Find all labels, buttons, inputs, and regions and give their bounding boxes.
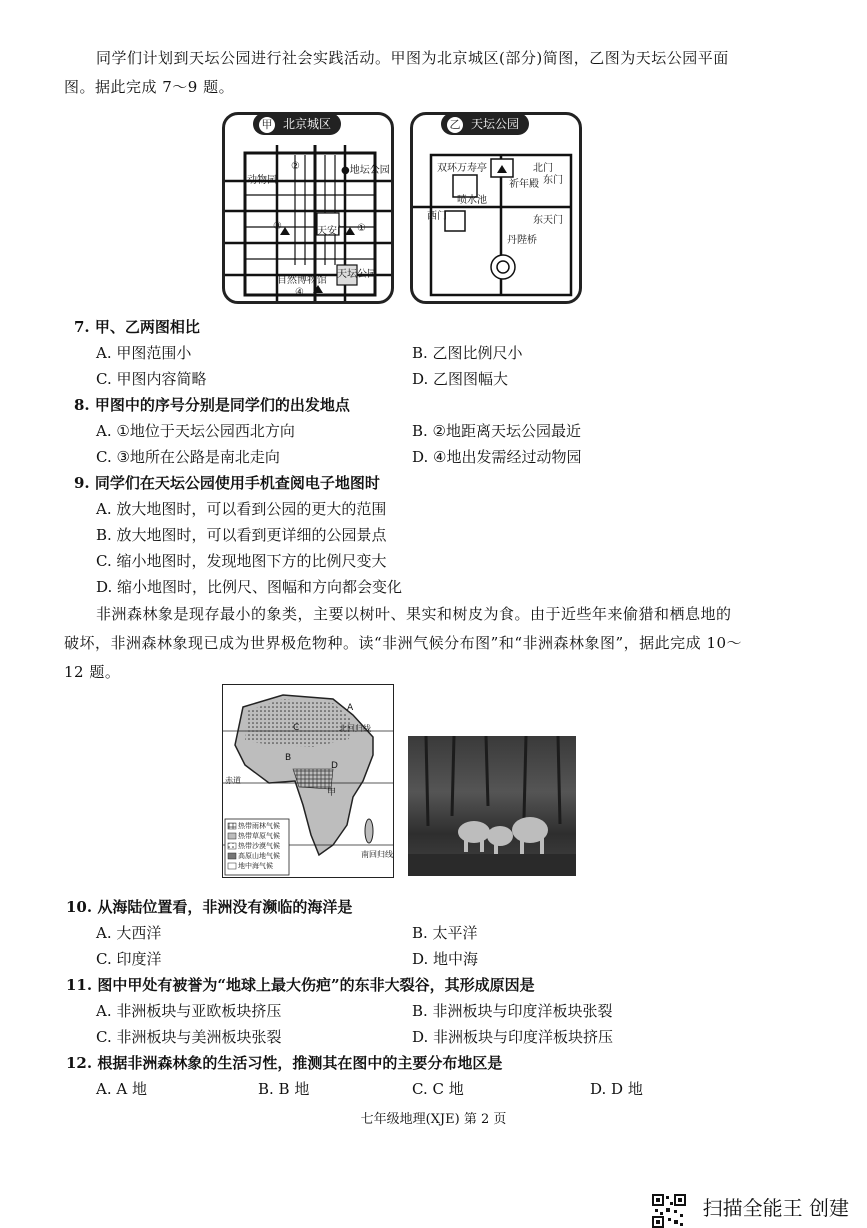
map-jia-title: 北京城区: [283, 117, 332, 131]
legend-item-2: 热带草原气候: [238, 832, 280, 840]
q11-option-a[interactable]: A. 非洲板块与亚欧板块挤压: [96, 1002, 282, 1020]
africa-climate-map: [222, 684, 394, 878]
label-ximen: 西门: [427, 211, 447, 222]
intro-line-1: 同学们计划到天坛公园进行社会实践活动。甲图为北京城区(部分)简图，乙图为天坛公园平面: [96, 49, 729, 67]
intro2-line-1: 非洲森林象是现存最小的象类，主要以树叶、果实和树皮为食。由于近些年来偷猎和栖息地的: [96, 605, 732, 623]
q9-option-a[interactable]: A. 放大地图时，可以看到公园的更大的范围: [96, 500, 387, 518]
q7-option-a[interactable]: A. 甲图范围小: [96, 344, 192, 362]
intro2-line-2: 破坏，非洲森林象现已成为世界极危物种。读“非洲气候分布图”和“非洲森林象图”，据此完成 10～: [64, 634, 743, 652]
label-n4: ④: [295, 287, 304, 298]
label-danbiqiao: 丹陛桥: [507, 235, 537, 246]
intro-line-2: 图。据此完成 7～9 题。: [64, 78, 235, 96]
q12-options-row: [96, 1078, 796, 1104]
q12-option-b[interactable]: B. B 地: [258, 1080, 310, 1098]
label-ditan: ●地坛公园: [341, 165, 390, 176]
label-tropic-south: 南回归线: [361, 850, 393, 859]
label-d: D: [331, 761, 338, 771]
q7-options-row2: [96, 368, 796, 394]
q8-option-a[interactable]: A. ①地位于天坛公园西北方向: [96, 422, 295, 440]
q10-option-d[interactable]: D. 地中海: [412, 950, 479, 968]
q9-option-b[interactable]: B. 放大地图时，可以看到更详细的公园景点: [96, 526, 387, 544]
q10-option-c[interactable]: C. 印度洋: [96, 950, 162, 968]
page-footer: 七年级地理(XJE) 第 2 页: [360, 1112, 507, 1127]
label-museum: 自然博物馆: [277, 275, 327, 286]
label-n2: ②: [291, 161, 300, 172]
q8-stem: 8. 甲图中的序号分别是同学们的出发地点: [74, 396, 350, 414]
madagascar: [365, 819, 373, 843]
elephants-icon: [458, 817, 548, 854]
forest-elephant-photo: [408, 736, 576, 876]
label-shuanghuan: 双环万寿亭: [437, 163, 487, 174]
q10-stem: 10. 从海陆位置看，非洲没有濒临的海洋是: [66, 898, 353, 916]
q9-option-d[interactable]: D. 缩小地图时，比例尺、图幅和方向都会变化: [96, 578, 403, 596]
q10-options-row1: [96, 922, 796, 948]
map-yi: [410, 112, 582, 304]
q11-stem: 11. 图中甲处有被誉为“地球上最大伤疤”的东非大裂谷，其形成原因是: [66, 976, 535, 994]
intro2-line-3: 12 题。: [64, 663, 121, 681]
q8-options-row2: [96, 446, 796, 472]
label-tiantan: 天坛公园: [337, 269, 377, 280]
q11-option-d[interactable]: D. 非洲板块与印度洋板块挤压: [412, 1028, 614, 1046]
label-tropic-north: 北回归线: [339, 724, 371, 733]
label-equator: 赤道: [225, 776, 241, 785]
label-a: A: [347, 703, 354, 713]
q7-option-d[interactable]: D. 乙图图幅大: [412, 370, 509, 388]
map-jia-key: 甲: [259, 117, 275, 133]
label-c: C: [293, 723, 300, 733]
q11-options-row1: [96, 1000, 796, 1026]
q7-options-row1: [96, 342, 796, 368]
q11-option-b[interactable]: B. 非洲板块与印度洋板块张裂: [412, 1002, 613, 1020]
legend-item-5: 地中海气候: [238, 862, 273, 870]
map-jia: [222, 112, 394, 304]
q12-option-c[interactable]: C. C 地: [412, 1080, 464, 1098]
label-dongmen: 东门: [543, 175, 563, 186]
legend-item-1: 热带雨林气候: [238, 822, 280, 830]
q11-options-row2: [96, 1026, 796, 1052]
map-yi-key: 乙: [447, 117, 463, 133]
label-dongtianmen: 东天门: [533, 215, 563, 226]
q7-option-b[interactable]: B. 乙图比例尺小: [412, 344, 523, 362]
q7-option-c[interactable]: C. 甲图内容简略: [96, 370, 207, 388]
q7-stem: 7. 甲、乙两图相比: [74, 318, 200, 336]
label-b: B: [285, 753, 292, 763]
scanner-watermark: 扫描全能王 创建: [702, 1196, 849, 1220]
legend-item-4: 高原山地气候: [238, 852, 280, 860]
label-qiniandian: 祈年殿: [509, 179, 539, 190]
q10-option-a[interactable]: A. 大西洋: [96, 924, 162, 942]
q9-option-c[interactable]: C. 缩小地图时，发现地图下方的比例尺变大: [96, 552, 387, 570]
q12-option-a[interactable]: A. A 地: [96, 1080, 147, 1098]
label-beimen: 北门: [533, 163, 553, 174]
label-jia: 甲: [327, 788, 337, 798]
q8-option-b[interactable]: B. ②地距离天坛公园最近: [412, 422, 582, 440]
photo-drawing: [408, 736, 576, 876]
q8-option-d[interactable]: D. ④地出发需经过动物园: [412, 448, 582, 466]
q10-options-row2: [96, 948, 796, 974]
q10-option-b[interactable]: B. 太平洋: [412, 924, 478, 942]
q8-options-row1: [96, 420, 796, 446]
label-penshuichi: 喷水池: [457, 195, 487, 206]
map-yi-title: 天坛公园: [471, 117, 520, 131]
label-n1: ①: [357, 223, 366, 234]
q11-option-c[interactable]: C. 非洲板块与美洲板块张裂: [96, 1028, 282, 1046]
label-zoo: 动物园: [247, 175, 277, 186]
label-n3: ③: [273, 221, 282, 232]
qr-code-icon: [652, 1194, 686, 1228]
q8-option-c[interactable]: C. ③地所在公路是南北走向: [96, 448, 280, 466]
legend-item-3: 热带沙漠气候: [238, 842, 280, 850]
label-tiananmen: 天安门: [317, 226, 347, 237]
q9-stem: 9. 同学们在天坛公园使用手机查阅电子地图时: [74, 474, 380, 492]
q12-option-d[interactable]: D. D 地: [590, 1080, 643, 1098]
q12-stem: 12. 根据非洲森林象的生活习性，推测其在图中的主要分布地区是: [66, 1054, 503, 1072]
